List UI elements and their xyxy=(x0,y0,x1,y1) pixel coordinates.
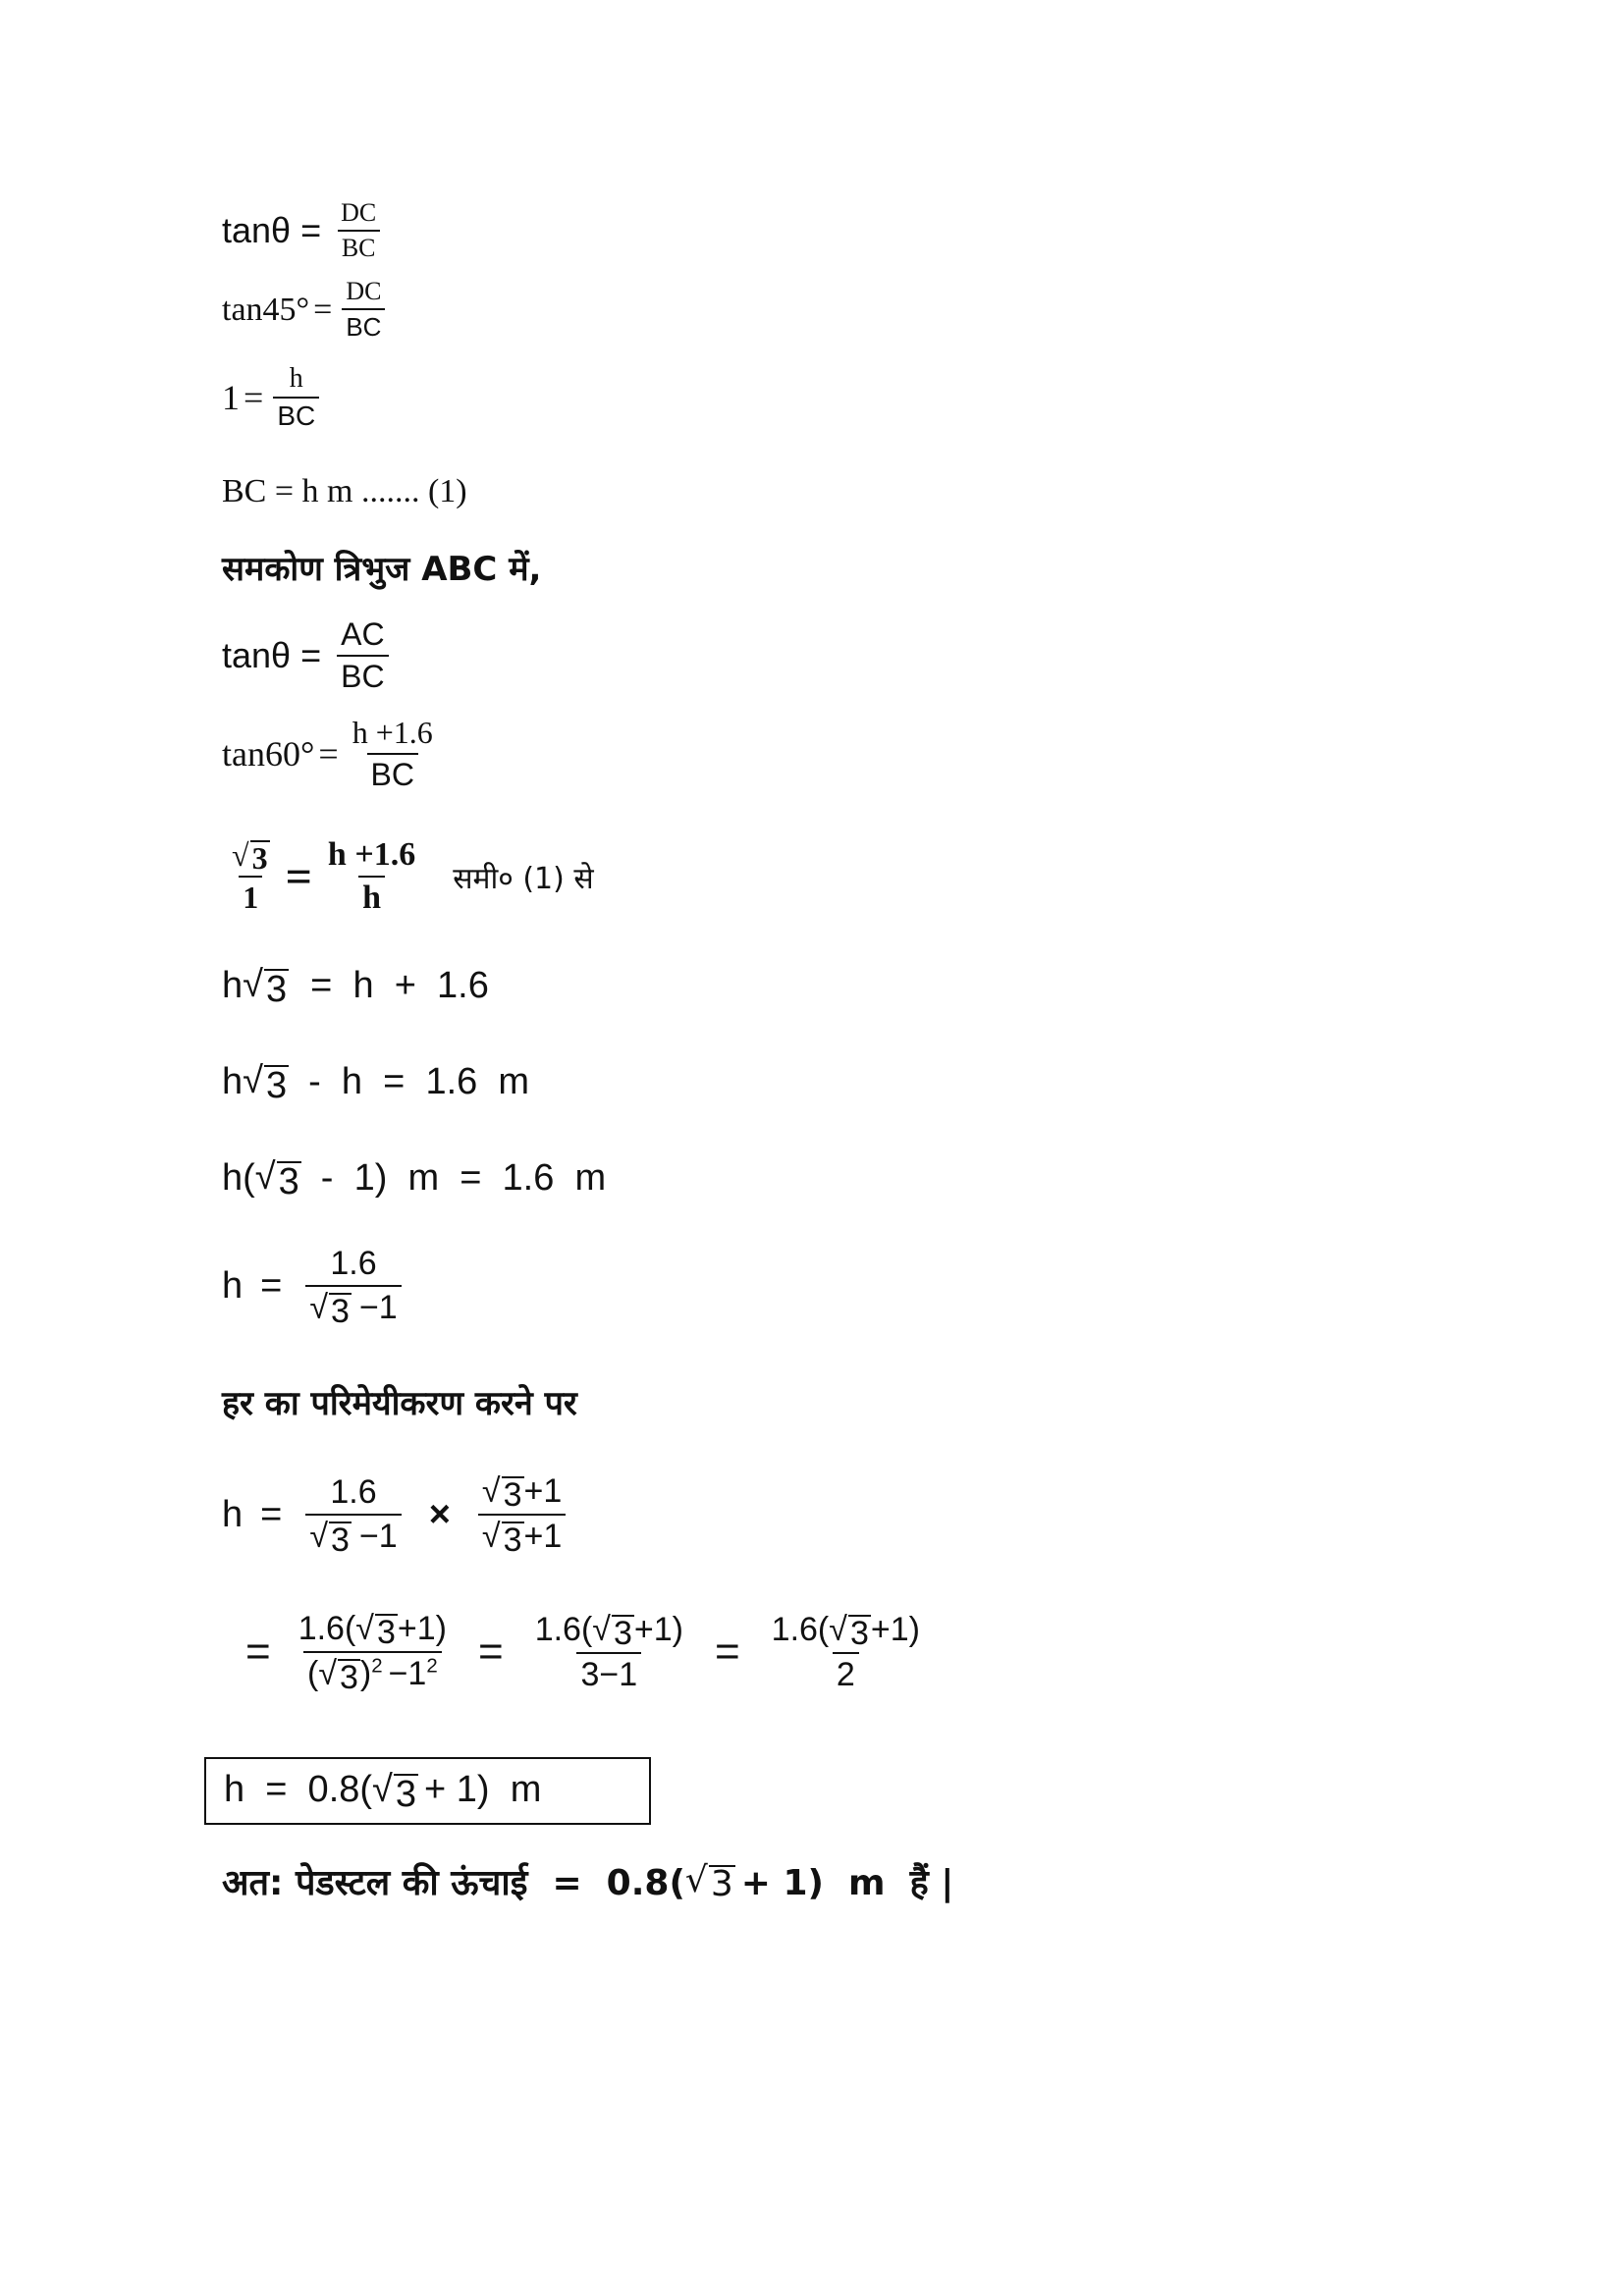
equation-simplification: = 1.6( √ 3 +1) ( √ 3 )$^2 -1^2$ = 1.6( √ 3 +1) 3−1 = 1.6( √ 3 +1) 2 xyxy=(245,1610,930,1694)
boxed-answer xyxy=(204,1757,651,1825)
fraction: 1.6( √ 3 +1) ( √ 3 )$^2 -1^2$ xyxy=(298,1610,447,1697)
fraction: $\frac{h +1.6}{BC}$ xyxy=(352,715,433,792)
fraction: 1.6 √ 3 −1 xyxy=(305,1473,401,1557)
answer-box: h = 0.8( √ 3 + 1) m xyxy=(204,1757,651,1825)
hindi-text-right-triangle-abc: समकोण त्रिभुज ABC में, xyxy=(222,550,542,589)
equation-h-root3-eq-h-plus: h √ 3 = h + 1.6 xyxy=(222,964,489,1010)
fraction: $\frac{h +1.6}{h}$ xyxy=(327,836,416,916)
fraction: 1.6( √ 3 +1) 2 xyxy=(771,1610,920,1693)
equation-h-equals-1.6-over: h = 1.6 √ 3 −1 xyxy=(222,1245,407,1328)
equation-one-equals-h-bc: 1 = $\frac{h}{BC}$ xyxy=(222,363,325,432)
fraction: 1.6( √ 3 +1) 3−1 xyxy=(534,1610,683,1693)
equation-tan45: tan45° = $\frac{DC}{BC}$ xyxy=(222,277,391,343)
equation-rationalize-multiply: h = 1.6 √ 3 −1 × √ 3 +1 √ 3 +1 xyxy=(222,1472,571,1557)
fraction: √ 3 1 xyxy=(232,836,268,916)
equation-h-root3-minus-1: h( √ 3 - 1) m = 1.6 m xyxy=(222,1156,607,1202)
fraction: $\frac{AC}{BC}$ xyxy=(337,616,388,695)
fraction: √ 3 +1 √ 3 +1 xyxy=(478,1472,566,1557)
fraction: $\frac{DC}{BC}$ xyxy=(337,198,380,263)
equation-root3-over-1: √ 3 1 = $\frac{h +1.6}{h}$ समी० (1) से xyxy=(222,836,594,917)
fraction: $\frac{DC}{BC}$ xyxy=(342,277,385,343)
equation-tan-theta-ac-bc: tanθ = $\frac{AC}{BC}$ xyxy=(222,616,395,695)
equation-bc-equals-h: BC = h m ....... (1) xyxy=(222,473,467,509)
equation-tan60: tan60° = $\frac{h +1.6}{BC}$ xyxy=(222,715,443,793)
fraction: $\frac{h}{BC}$ xyxy=(273,363,319,432)
hindi-text-rationalize: हर का परिमेयीकरण करने पर xyxy=(222,1384,577,1423)
fraction: 1.6 √ 3 −1 xyxy=(305,1245,401,1328)
equation-h-root3-minus-h: h √ 3 - h = 1.6 m xyxy=(222,1060,530,1106)
equation-tan-theta-dc-bc: tanθ = $\frac{DC}{BC}$ xyxy=(222,198,386,263)
final-statement: अत: पेडस्टल की ऊंचाई = 0.8( √ 3 + 1) m हैं | xyxy=(222,1860,954,1904)
